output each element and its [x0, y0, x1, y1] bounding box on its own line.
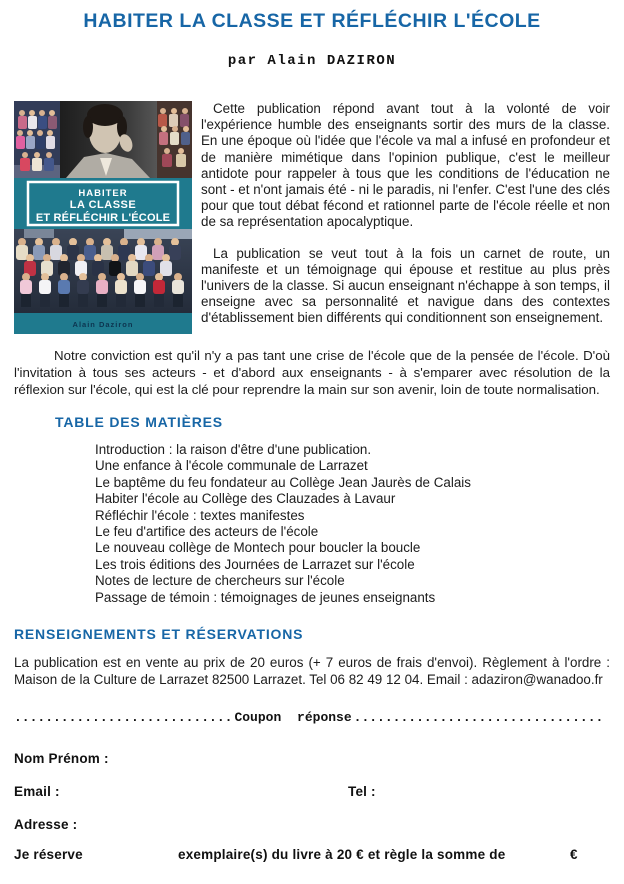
toc-item: Le feu d'artifice des acteurs de l'école — [95, 524, 319, 540]
cover-photo-top-left — [14, 101, 60, 178]
toc-item: Le baptême du feu fondateur au Collège Jean Jaurès de Calais — [95, 474, 471, 490]
coupon-divider — [14, 710, 610, 726]
toc-item: Introduction : la raison d'être d'une publication. — [95, 442, 372, 457]
cover-title-banner — [14, 178, 192, 229]
coupon-divider-label: Coupon réponse — [234, 710, 352, 726]
name-label: Nom Prénom : — [14, 751, 109, 767]
toc-list — [95, 442, 610, 606]
toc-heading: TABLE DES MATIÈRES — [55, 414, 223, 430]
reserve-prefix-label: Je réserve — [14, 847, 83, 863]
cover-title-line3: ET RÉFLÉCHIR L'ÉCOLE — [35, 212, 171, 224]
reserve-middle-label: exemplaire(s) du livre à 20 € et règle la somme de — [178, 847, 506, 863]
cover-author-strip — [14, 313, 192, 334]
address-label: Adresse : — [14, 817, 78, 833]
toc-item: Les trois éditions des Journées de Larrazet sur l'école — [95, 556, 415, 572]
intro-section — [14, 101, 610, 334]
coupon-divider-dots-right: ................................ — [353, 710, 604, 726]
toc-item: Habiter l'école au Collège des Clauzades à Lavaur — [95, 491, 396, 507]
cover-title-line2: LA CLASSE — [69, 199, 137, 211]
coupon-divider-dots-left: ............................ — [14, 710, 233, 726]
byline: par Alain DAZIRON — [227, 53, 397, 69]
cover-title-line1: HABITER — [78, 188, 128, 199]
coupon-reserve-row — [14, 847, 610, 863]
toc-item: Le nouveau collège de Montech pour boucler la boucle — [95, 540, 421, 556]
book-cover-illustration — [14, 101, 192, 334]
info-text: La publication est en vente au prix de 20 euros (+ 7 euros de frais d'envoi). Règlement à l'ordre : Maison de la Culture de Larrazet 82500 Larrazet. Tel 06 82 49 12 04. Email : adaziron@wanadoo.fr — [14, 655, 610, 688]
cover-portrait — [60, 101, 157, 178]
book-cover — [14, 101, 192, 334]
info-heading: RENSEIGNEMENTS ET RÉSERVATIONS — [14, 626, 304, 643]
email-label: Email : — [14, 784, 60, 800]
page-title: HABITER LA CLASSE ET RÉFLÉCHIR L'ÉCOLE — [83, 10, 541, 32]
coupon-name-row — [14, 751, 610, 767]
intro-paragraph-3: Notre conviction est qu'il n'y a pas tant une crise de l'école que de la pensée de l'école. D'où l'invitation à tous ses acteurs - et d'abord aux enseignants - à s'emparer avec résolution de la réflexion sur l'école, qui est la clé pour reprendre la main sur son avenir, loin de toute normalisation. — [14, 348, 610, 397]
cover-photo-top-right — [157, 101, 192, 178]
intro-paragraph-1: Cette publication répond avant tout à la volonté de voir l'expérience humble des enseignants sortir des murs de la classe. En une époque où l'idée que l'école va mal a infusé en profondeur et de manière mimétique dans l'opinion publique, c'est le meilleur antidote pour rappeler à tous que les conditions de l'éducation ne sont - et n'ont jamais été - ni le paradis, ni l'enfer. C'est l'une des clés pour que tout débat fécond et rationnel parte de l'école réelle et non de sa représentation apocalyptique. — [201, 101, 610, 230]
toc-item: Une enfance à l'école communale de Larrazet — [95, 458, 368, 474]
toc-item: Réfléchir l'école : textes manifestes — [95, 507, 305, 523]
tel-label: Tel : — [348, 784, 376, 800]
toc-item: Passage de témoin : témoignages de jeunes enseignants — [95, 589, 436, 605]
coupon-email-row — [14, 784, 610, 800]
reserve-euro-label: € — [570, 847, 578, 863]
toc-item: Notes de lecture de chercheurs sur l'école — [95, 573, 345, 589]
cover-author: Alain Daziron — [72, 320, 134, 329]
coupon-address-row — [14, 817, 610, 833]
cover-photo-bottom — [14, 229, 192, 313]
intro-text-column — [201, 101, 610, 334]
intro-paragraph-2: La publication se veut tout à la fois un carnet de route, un manifeste et un témoignage qui épouse et restitue au plus près l'univers de la classe. Si aucun enseignant n'échappe à son temps, il enseigne avec sa personnalité et navigue dans des contextes d'établissement bien différents qui conditionnent son enseignement. — [201, 245, 610, 326]
